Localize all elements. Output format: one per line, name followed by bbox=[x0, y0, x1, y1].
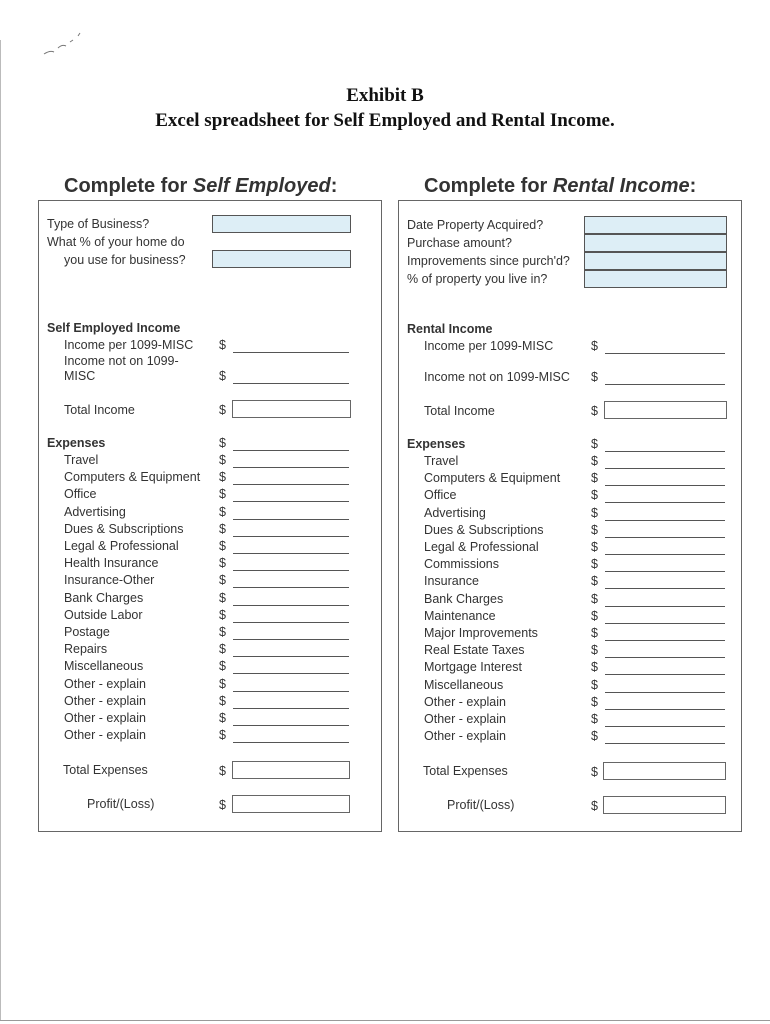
currency-sign: $ bbox=[219, 556, 226, 570]
rental-expenses-heading: Expenses bbox=[407, 437, 466, 451]
currency-sign: $ bbox=[591, 540, 598, 554]
rental-expense-input[interactable] bbox=[605, 571, 725, 572]
rental-total-expenses-label: Total Expenses bbox=[423, 764, 508, 778]
rental-expense-label: Advertising bbox=[424, 506, 486, 520]
currency-sign: $ bbox=[591, 437, 598, 451]
currency-sign: $ bbox=[591, 488, 598, 502]
rental-profit-box[interactable] bbox=[603, 796, 726, 814]
currency-sign: $ bbox=[219, 764, 226, 778]
currency-sign: $ bbox=[219, 505, 226, 519]
business-type-input[interactable] bbox=[212, 215, 351, 233]
business-type-label: Type of Business? bbox=[47, 217, 150, 231]
se-expense-label: Repairs bbox=[64, 642, 108, 656]
date-acquired-label: Date Property Acquired? bbox=[407, 218, 544, 232]
se-expense-input[interactable] bbox=[233, 725, 349, 726]
se-income-not-input[interactable] bbox=[233, 383, 349, 384]
currency-sign: $ bbox=[591, 712, 598, 726]
rental-expense-label: Maintenance bbox=[424, 609, 496, 623]
rental-expense-label: Dues & Subscriptions bbox=[424, 523, 544, 537]
se-profit-box[interactable] bbox=[232, 795, 350, 813]
scan-edge-left bbox=[0, 40, 1, 1020]
currency-sign: $ bbox=[219, 539, 226, 553]
se-expense-label: Insurance-Other bbox=[64, 573, 155, 587]
currency-sign: $ bbox=[591, 765, 598, 779]
currency-sign: $ bbox=[219, 338, 226, 352]
scan-edge-bottom bbox=[0, 1020, 770, 1021]
currency-sign: $ bbox=[591, 799, 598, 813]
rental-expense-label: Major Improvements bbox=[424, 626, 538, 640]
currency-sign: $ bbox=[591, 643, 598, 657]
se-income-1099-label: Income per 1099-MISC bbox=[64, 338, 194, 352]
rental-expense-label: Commissions bbox=[424, 557, 500, 571]
rental-income-not-label: Income not on 1099-MISC bbox=[424, 370, 570, 384]
percent-live-label: % of property you live in? bbox=[407, 272, 548, 286]
rental-expense-label: Other - explain bbox=[424, 729, 506, 743]
currency-sign: $ bbox=[219, 369, 226, 383]
se-expense-label: Other - explain bbox=[64, 694, 146, 708]
se-expense-input[interactable] bbox=[233, 536, 349, 537]
rental-expense-input[interactable] bbox=[605, 606, 725, 607]
rental-expense-input[interactable] bbox=[605, 520, 725, 521]
exhibit-title: Exhibit B bbox=[346, 85, 424, 106]
se-total-income-label: Total Income bbox=[64, 403, 135, 417]
percent-live-input[interactable] bbox=[584, 270, 727, 288]
rental-expense-input[interactable] bbox=[605, 588, 725, 589]
improvements-input[interactable] bbox=[584, 252, 727, 270]
self-employed-income-heading: Self Employed Income bbox=[47, 321, 181, 335]
rental-profit-label: Profit/(Loss) bbox=[447, 798, 515, 812]
rental-expense-input[interactable] bbox=[605, 623, 725, 624]
improvements-label: Improvements since purch'd? bbox=[407, 254, 570, 268]
se-expense-input[interactable] bbox=[233, 605, 349, 606]
se-expense-input[interactable] bbox=[233, 501, 349, 502]
currency-sign: $ bbox=[591, 523, 598, 537]
rental-expense-input[interactable] bbox=[605, 502, 725, 503]
currency-sign: $ bbox=[591, 660, 598, 674]
rental-expense-label: Other - explain bbox=[424, 695, 506, 709]
se-expense-label: Other - explain bbox=[64, 728, 146, 742]
currency-sign: $ bbox=[591, 339, 598, 353]
se-expense-input[interactable] bbox=[233, 708, 349, 709]
se-expense-label: Health Insurance bbox=[64, 556, 159, 570]
currency-sign: $ bbox=[591, 370, 598, 384]
currency-sign: $ bbox=[219, 711, 226, 725]
currency-sign: $ bbox=[591, 471, 598, 485]
currency-sign: $ bbox=[219, 403, 226, 417]
se-expense-label: Postage bbox=[64, 625, 110, 639]
rental-expense-input[interactable] bbox=[605, 468, 725, 469]
se-expense-input[interactable] bbox=[233, 484, 349, 485]
se-expense-label: Bank Charges bbox=[64, 591, 144, 605]
currency-sign: $ bbox=[219, 522, 226, 536]
rental-expense-label: Legal & Professional bbox=[424, 540, 539, 554]
rental-total-income-box[interactable] bbox=[604, 401, 727, 419]
home-percent-label-2: you use for business? bbox=[64, 253, 186, 267]
se-expense-label: Miscellaneous bbox=[64, 659, 144, 673]
rental-expense-input[interactable] bbox=[605, 657, 725, 658]
se-total-expenses-box[interactable] bbox=[232, 761, 350, 779]
se-expenses-input[interactable] bbox=[233, 450, 349, 451]
rental-expense-label: Mortgage Interest bbox=[424, 660, 522, 674]
se-expense-label: Legal & Professional bbox=[64, 539, 179, 553]
home-percent-label-1: What % of your home do bbox=[47, 235, 185, 249]
se-profit-label: Profit/(Loss) bbox=[87, 797, 155, 811]
currency-sign: $ bbox=[591, 678, 598, 692]
currency-sign: $ bbox=[219, 453, 226, 467]
se-expense-label: Travel bbox=[64, 453, 99, 467]
se-expense-input[interactable] bbox=[233, 639, 349, 640]
currency-sign: $ bbox=[591, 729, 598, 743]
currency-sign: $ bbox=[219, 470, 226, 484]
se-expense-input[interactable] bbox=[233, 553, 349, 554]
rental-income-1099-input[interactable] bbox=[605, 353, 725, 354]
currency-sign: $ bbox=[219, 436, 226, 450]
rental-total-expenses-box[interactable] bbox=[603, 762, 726, 780]
se-expense-input[interactable] bbox=[233, 656, 349, 657]
rental-income-1099-label: Income per 1099-MISC bbox=[424, 339, 554, 353]
se-income-not-label-2: MISC bbox=[64, 369, 96, 383]
rental-expenses-input[interactable] bbox=[605, 451, 725, 452]
currency-sign: $ bbox=[219, 728, 226, 742]
purchase-amount-label: Purchase amount? bbox=[407, 236, 512, 250]
currency-sign: $ bbox=[219, 487, 226, 501]
currency-sign: $ bbox=[219, 591, 226, 605]
currency-sign: $ bbox=[591, 626, 598, 640]
se-expense-input[interactable] bbox=[233, 673, 349, 674]
currency-sign: $ bbox=[591, 695, 598, 709]
currency-sign: $ bbox=[219, 677, 226, 691]
se-total-expenses-label: Total Expenses bbox=[63, 763, 148, 777]
currency-sign: $ bbox=[591, 454, 598, 468]
rental-heading: Complete for Rental Income: bbox=[424, 175, 697, 197]
rental-expense-input[interactable] bbox=[605, 640, 725, 641]
currency-sign: $ bbox=[591, 609, 598, 623]
se-total-income-box[interactable] bbox=[232, 400, 351, 418]
currency-sign: $ bbox=[591, 592, 598, 606]
currency-sign: $ bbox=[591, 506, 598, 520]
currency-sign: $ bbox=[219, 659, 226, 673]
se-expense-label: Other - explain bbox=[64, 711, 146, 725]
purchase-amount-input[interactable] bbox=[584, 234, 727, 252]
se-expense-label: Computers & Equipment bbox=[64, 470, 201, 484]
rental-expense-label: Office bbox=[424, 488, 457, 502]
se-expense-input[interactable] bbox=[233, 622, 349, 623]
currency-sign: $ bbox=[591, 404, 598, 418]
rental-expense-input[interactable] bbox=[605, 537, 725, 538]
currency-sign: $ bbox=[219, 573, 226, 587]
se-expense-label: Office bbox=[64, 487, 97, 501]
rental-expense-input[interactable] bbox=[605, 485, 725, 486]
rental-expense-label: Miscellaneous bbox=[424, 678, 504, 692]
currency-sign: $ bbox=[219, 694, 226, 708]
currency-sign: $ bbox=[591, 557, 598, 571]
se-expense-input[interactable] bbox=[233, 742, 349, 743]
currency-sign: $ bbox=[219, 608, 226, 622]
rental-expense-label: Other - explain bbox=[424, 712, 506, 726]
se-expense-label: Dues & Subscriptions bbox=[64, 522, 184, 536]
currency-sign: $ bbox=[591, 574, 598, 588]
rental-income-heading: Rental Income bbox=[407, 322, 493, 336]
rental-expense-label: Computers & Equipment bbox=[424, 471, 561, 485]
rental-expense-input[interactable] bbox=[605, 554, 725, 555]
se-expenses-heading: Expenses bbox=[47, 436, 106, 450]
home-percent-input[interactable] bbox=[212, 250, 351, 268]
rental-expense-input[interactable] bbox=[605, 743, 725, 744]
rental-total-income-label: Total Income bbox=[424, 404, 495, 418]
rental-expense-input[interactable] bbox=[605, 674, 725, 675]
rental-income-not-input[interactable] bbox=[605, 384, 725, 385]
se-expense-label: Other - explain bbox=[64, 677, 146, 691]
page-subtitle: Excel spreadsheet for Self Employed and Rental Income. bbox=[155, 110, 615, 131]
se-expense-input[interactable] bbox=[233, 467, 349, 468]
se-income-not-label-1: Income not on 1099- bbox=[64, 354, 179, 368]
rental-expense-input[interactable] bbox=[605, 726, 725, 727]
se-expense-label: Advertising bbox=[64, 505, 126, 519]
se-income-1099-input[interactable] bbox=[233, 352, 349, 353]
currency-sign: $ bbox=[219, 798, 226, 812]
self-employed-heading: Complete for Self Employed: bbox=[64, 175, 338, 197]
rental-expense-input[interactable] bbox=[605, 709, 725, 710]
se-expense-label: Outside Labor bbox=[64, 608, 143, 622]
rental-expense-input[interactable] bbox=[605, 692, 725, 693]
se-expense-input[interactable] bbox=[233, 519, 349, 520]
rental-expense-label: Real Estate Taxes bbox=[424, 643, 525, 657]
rental-expense-label: Insurance bbox=[424, 574, 479, 588]
rental-expense-label: Travel bbox=[424, 454, 459, 468]
date-acquired-input[interactable] bbox=[584, 216, 727, 234]
pen-mark bbox=[40, 30, 90, 60]
se-expense-input[interactable] bbox=[233, 587, 349, 588]
currency-sign: $ bbox=[219, 625, 226, 639]
currency-sign: $ bbox=[219, 642, 226, 656]
se-expense-input[interactable] bbox=[233, 570, 349, 571]
rental-expense-label: Bank Charges bbox=[424, 592, 504, 606]
se-expense-input[interactable] bbox=[233, 691, 349, 692]
